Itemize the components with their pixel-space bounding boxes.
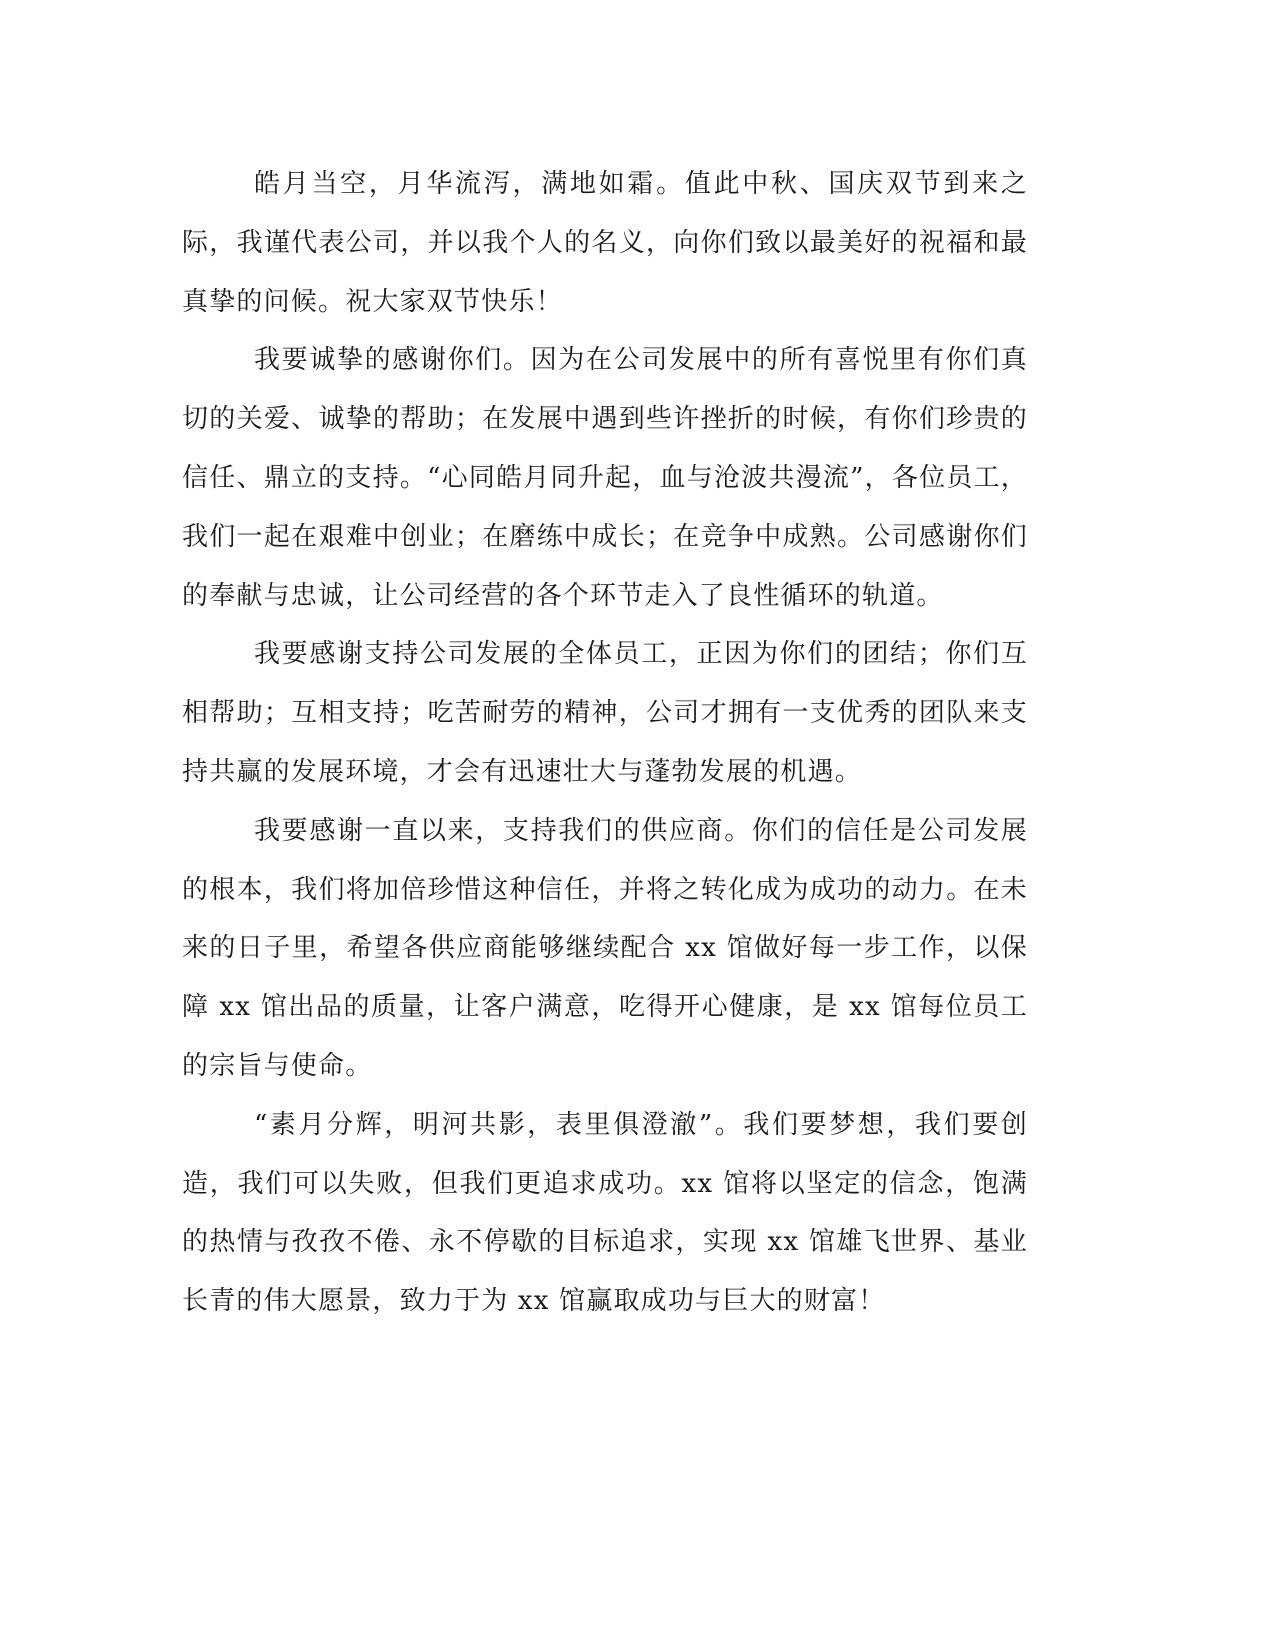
letter-body [182,155,1028,1331]
paragraph-3: 我要感谢支持公司发展的全体员工，正因为你们的团结；你们互相帮助；互相支持；吃苦耐劳的精神，公司才拥有一支优秀的团队来支持共赢的发展环境，才会有迅速壮大与蓬勃发展的机遇。 [182,639,1028,787]
paragraph-2: 我要诚挚的感谢你们。因为在公司发展中的所有喜悦里有你们真切的关爱、诚挚的帮助；在发展中遇到些许挫折的时候，有你们珍贵的信任、鼎立的支持。“心同皓月同升起，血与沧波共漫流”，各位员工，我们一起在艰难中创业；在磨练中成长；在竞争中成熟。公司感谢你们的奉献与忠诚，让公司经营的各个环节走入了良性循环的轨道。 [182,345,1028,611]
paragraph-5: “素月分辉，明河共影，表里俱澄澈”。我们要梦想，我们要创造，我们可以失败，但我们更追求成功。xx 馆将以坚定的信念，饱满的热情与孜孜不倦、永不停歇的目标追求，实现 xx 馆雄飞世界、基业长青的伟大愿景，致力于为 xx 馆赢取成功与巨大的财富！ [182,1109,1028,1317]
paragraph-4: 我要感谢一直以来，支持我们的供应商。你们的信任是公司发展的根本，我们将加倍珍惜这种信任，并将之转化成为成功的动力。在未来的日子里，希望各供应商能够继续配合 xx 馆做好每一步工作，以保障 xx 馆出品的质量，让客户满意，吃得开心健康，是 xx 馆每位员工的宗旨与使命。 [182,815,1028,1081]
paragraph-1: 皓月当空，月华流泻，满地如霜。值此中秋、国庆双节到来之际，我谨代表公司，并以我个人的名义，向你们致以最美好的祝福和最真挚的问候。祝大家双节快乐！ [182,169,1028,317]
